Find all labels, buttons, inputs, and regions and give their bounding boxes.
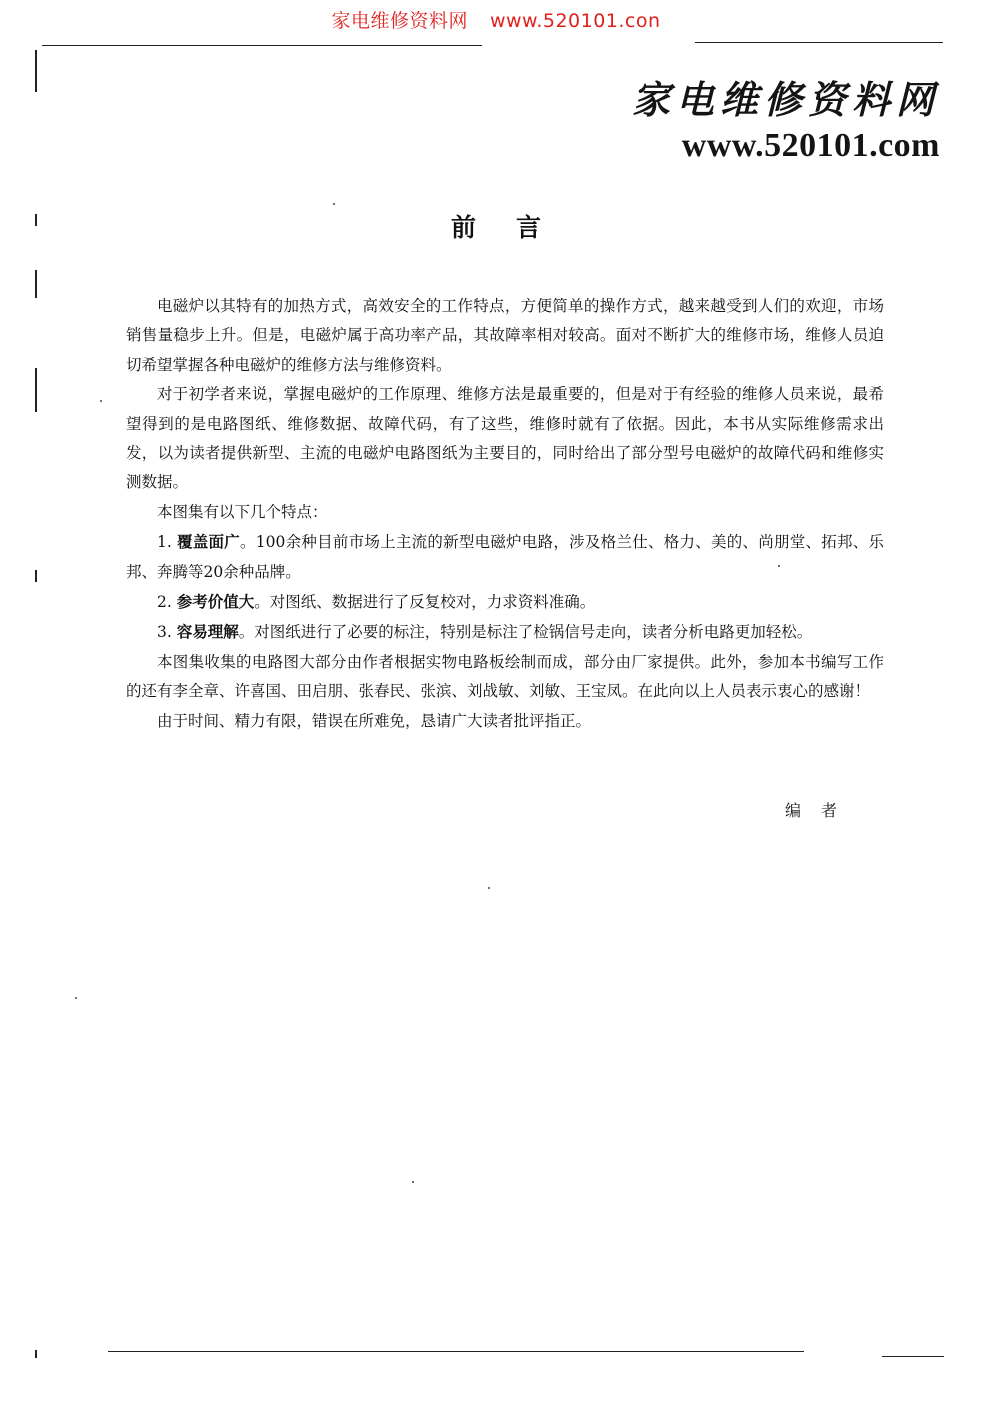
margin-tick [35, 570, 37, 582]
feature-text: 。对图纸进行了必要的标注，特别是标注了检锅信号走向，读者分析电路更加轻松。 [238, 623, 813, 642]
feature-text: 。对图纸、数据进行了反复校对，力求资料准确。 [254, 593, 596, 612]
stamp-site-url: www.520101.com [681, 127, 940, 164]
feature-title: 覆盖面广 [176, 532, 241, 552]
publisher-stamp [632, 78, 940, 166]
paragraph-acknowledgement: 本图集收集的电路图大部分由作者根据实物电路板绘制而成，部分由厂家提供。此外，参加本书编写工作的还有李全章、许喜国、田启朋、张春民、张滨、刘战敏、刘敏、王宝凤。在此向以上人员表示衷心的感谢！ [126, 652, 884, 701]
author-signature: 编者 [785, 801, 858, 820]
header-watermark-link[interactable] [0, 6, 992, 33]
margin-tick [35, 1350, 37, 1358]
scan-speck [488, 887, 490, 889]
feature-item-3 [126, 617, 884, 647]
scan-speck [412, 1181, 414, 1183]
margin-tick [35, 270, 37, 298]
scan-speck [100, 400, 102, 402]
scan-speck [333, 203, 335, 205]
feature-title: 参考价值大 [176, 592, 255, 612]
paragraph-features-lead: 本图集有以下几个特点： [157, 502, 328, 521]
feature-item-1 [126, 527, 884, 587]
bottom-rule-right [882, 1356, 944, 1357]
margin-tick [35, 50, 37, 92]
preface-body [126, 292, 884, 736]
paragraph-purpose: 对于初学者来说，掌握电磁炉的工作原理、维修方法是最重要的，但是对于有经验的维修人员来说，最希望得到的是电路图纸、维修数据、故障代码，有了这些，维修时就有了依据。因此，本书从实际维修需求出发，以为读者提供新型、主流的电磁炉电路图纸为主要目的，同时给出了部分型号电磁炉的故障代码和维修实测数据。 [126, 385, 884, 492]
stamp-site-name: 家电维修资料网 [631, 77, 940, 122]
top-rule-right [695, 42, 943, 43]
feature-number: 1. [157, 533, 177, 552]
feature-title: 容易理解 [176, 622, 239, 642]
paragraph-closing: 由于时间、精力有限，错误在所难免，恳请广大读者批评指正。 [157, 711, 592, 730]
header-site-url[interactable]: www.520101.con [489, 10, 661, 32]
page-title: 前言 [450, 213, 581, 242]
margin-tick [35, 368, 37, 412]
feature-number: 2. [157, 593, 177, 612]
top-rule-left [42, 45, 482, 46]
header-site-name: 家电维修资料网 [331, 10, 468, 32]
feature-text: 。100余种目前市场上主流的新型电磁炉电路，涉及格兰仕、格力、美的、尚朋堂、拓邦、乐邦、奔腾等20余种品牌。 [126, 533, 885, 581]
scan-speck [75, 997, 77, 999]
paragraph-intro: 电磁炉以其特有的加热方式，高效安全的工作特点，方便简单的操作方式，越来越受到人们的欢迎，市场销售量稳步上升。但是，电磁炉属于高功率产品，其故障率相对较高。面对不断扩大的维修市场，维修人员迫切希望掌握各种电磁炉的维修方法与维修资料。 [126, 297, 884, 374]
feature-item-2 [126, 587, 884, 617]
bottom-rule-left [108, 1351, 804, 1352]
feature-number: 3. [157, 623, 177, 642]
